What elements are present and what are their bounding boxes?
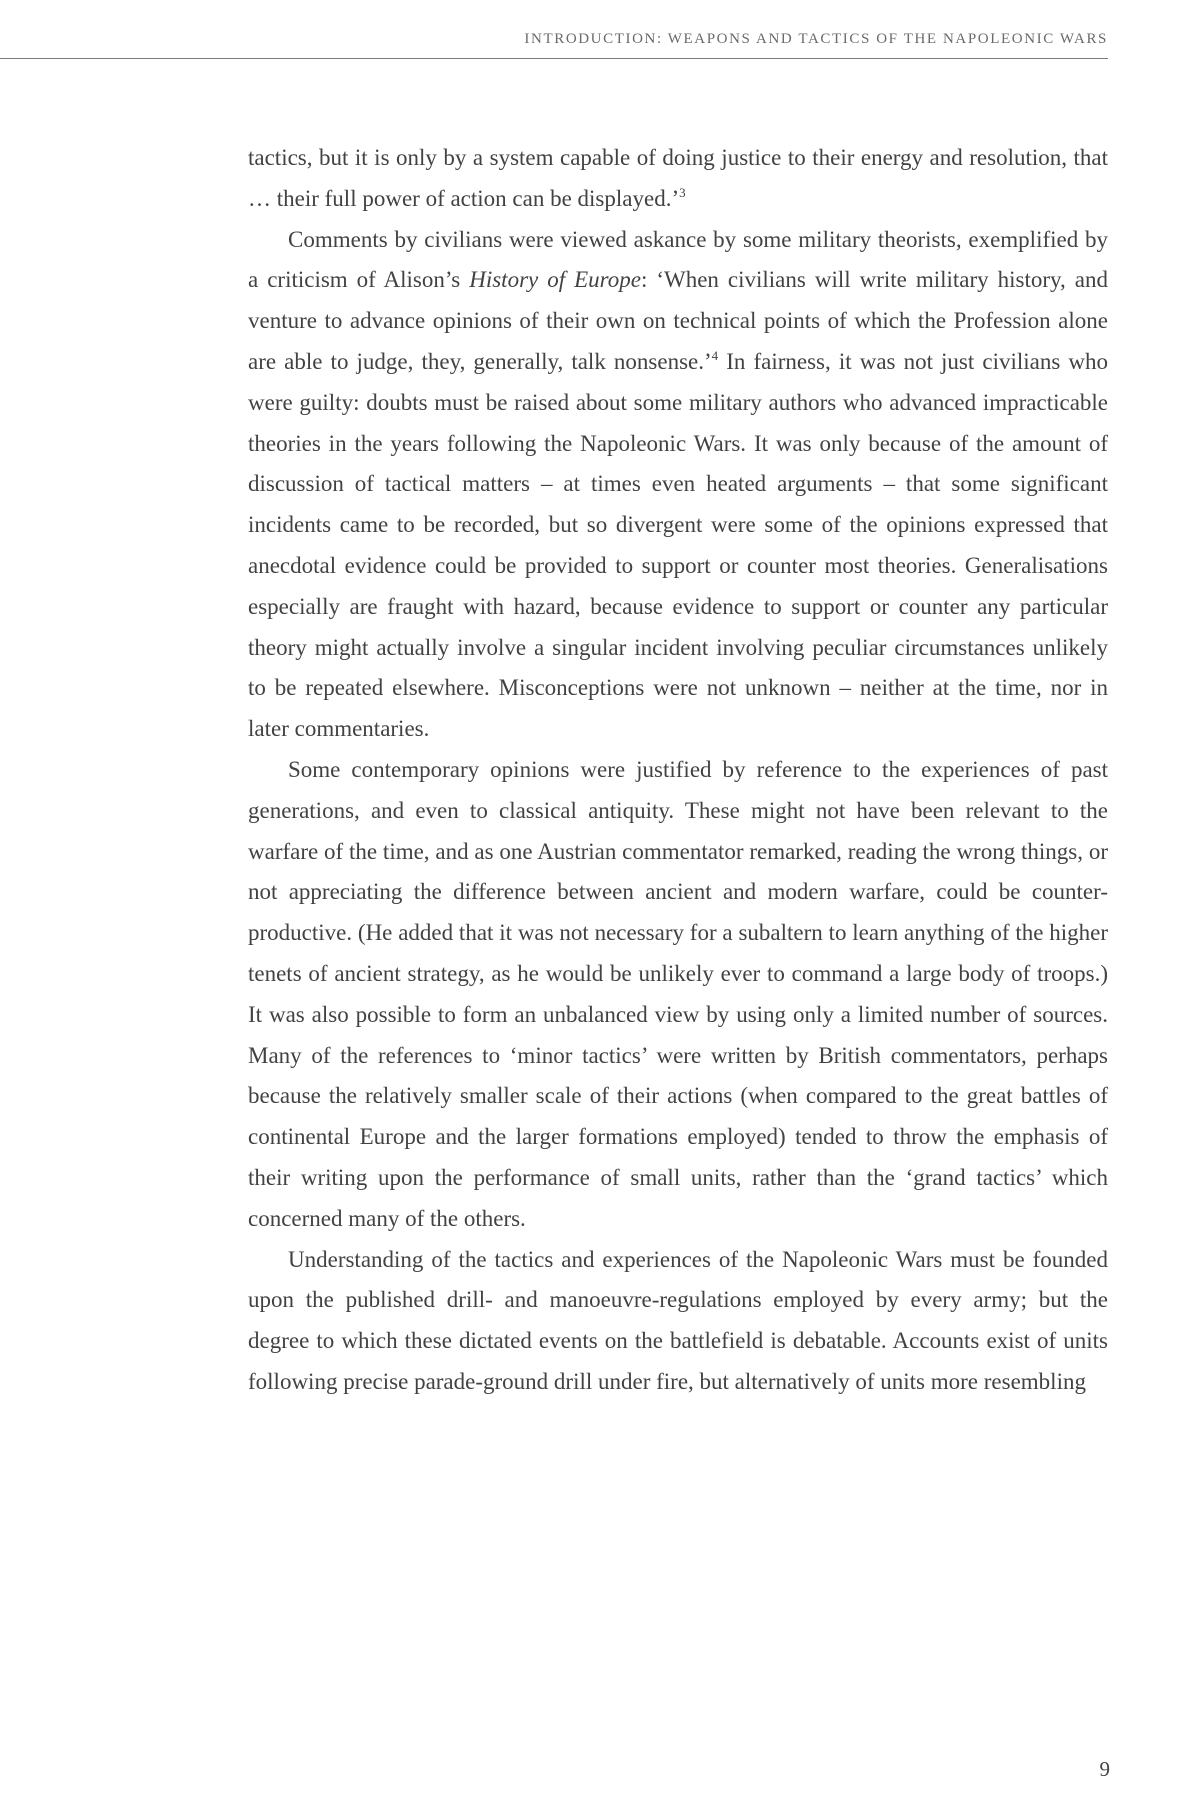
footnote-ref-4: 4 [711,347,719,363]
paragraph-1-text: tactics, but it is only by a system capable of doing justice to their energy and resolution, that … their full power of action can be displayed.’ [248,145,1108,211]
header-rule [0,58,1108,59]
paragraph-2-lead: Comments by civilians were viewed askance by some military theorists, exemplified by a criticism of Alison’s [248,226,1108,293]
running-head: INTRODUCTION: WEAPONS AND TACTICS OF THE NAPOLEONIC WARS [524,31,1108,47]
page-number: 9 [1099,1757,1110,1781]
body-text [248,138,1108,1403]
paragraph-2 [248,220,1108,750]
paragraph-3: Some contemporary opinions were justified by reference to the experiences of past generations, and even to classical antiquity. These might not have been relevant to the warfare of the time, and as one Austrian commentator remarked, reading the wrong things, or not appreciating the difference between ancient and modern warfare, could be counter-productive. (He added that it was not necessary for a subaltern to learn anything of the higher tenets of ancient strategy, as he would be unlikely ever to command a large body of troops.) It was also possible to form an unbalanced view by using only a limited number of sources. Many of the references to ‘minor tactics’ were written by British commentators, perhaps because the relatively smaller scale of their actions (when compared to the great battles of continental Europe and the larger formations employed) tended to throw the emphasis of their writing upon the performance of small units, rather than the ‘grand tactics’ which concerned many of the others. [248,756,1108,1231]
book-title: History of Europe [469,267,641,293]
paragraph-1 [248,138,1108,220]
paragraph-2-quote: : ‘When civilians will write military history, and venture to advance opinions of their own on technical points of which the Profession alone are able to judge, they, generally, talk nonsense.’ [248,267,1109,374]
paragraph-2-rest: In fairness, it was not just civilians who were guilty: doubts must be raised about some military authors who advanced impracticable theories in the years following the Napoleonic Wars. It was only because of the amount of discussion of tactical matters – at times even heated arguments – that some significant incidents came to be recorded, but so divergent were some of the opinions expressed that anecdotal evidence could be provided to support or counter most theories. Generalisations especially are fraught with hazard, because evidence to support or counter any particular theory might actually involve a singular incident involving peculiar circumstances unlikely to be repeated elsewhere. Misconceptions were not unknown – neither at the time, nor in later commentaries. [248,348,1108,742]
footnote-ref-3: 3 [679,184,686,200]
paragraph-4: Understanding of the tactics and experiences of the Napoleonic Wars must be founded upon the published drill- and manoeuvre-regulations employed by every army; but the degree to which these dictated events on the battlefield is debatable. Accounts exist of units following precise parade-ground drill under fire, but alternatively of units more resembling [248,1246,1108,1394]
